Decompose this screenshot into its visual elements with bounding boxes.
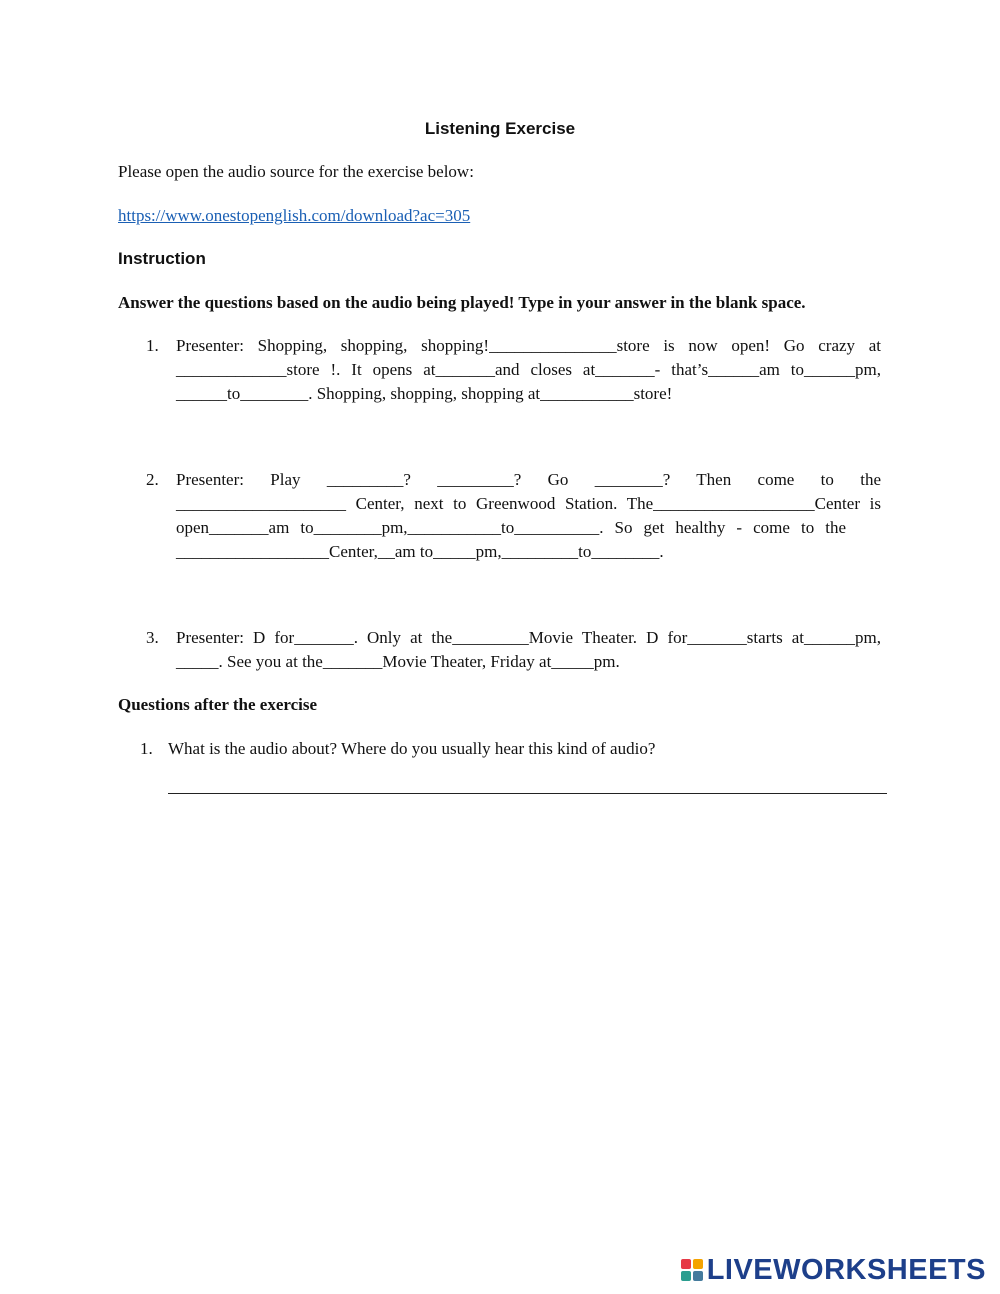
instruction-heading: Instruction [118, 249, 206, 268]
instruction-text: Answer the questions based on the audio being played! Type in your answer in the blank space. [118, 293, 806, 312]
questions-heading: Questions after the exercise [118, 695, 318, 714]
exercise-line: Presenter: Play _________? _________? Go ________? Then come to the [176, 470, 881, 489]
exercise-line: ______to________. Shopping, shopping, shopping at___________store! [176, 384, 673, 403]
exercise-line: Presenter: Shopping, shopping, shopping!_______________store is now open! Go crazy at [176, 336, 881, 355]
exercise-line: Presenter: D for_______. Only at the_________Movie Theater. D for_______starts at______pm, [176, 628, 881, 647]
question-text: What is the audio about? Where do you usually hear this kind of audio? [168, 739, 656, 758]
answer-line[interactable] [168, 793, 887, 794]
question-number: 1. [140, 739, 153, 758]
exercise-number: 1. [146, 336, 159, 355]
logo-mark-icon [681, 1259, 703, 1281]
page-title: Listening Exercise [424, 119, 576, 138]
intro-text: Please open the audio source for the exercise below: [118, 162, 474, 181]
exercise-line: open_______am to________pm,___________to__________. So get healthy - come to the [176, 518, 846, 537]
liveworksheets-logo [681, 1254, 986, 1286]
exercise-number: 3. [146, 628, 159, 647]
logo-text: LIVEWORKSHEETS [706, 1253, 986, 1286]
audio-link[interactable]: https://www.onestopenglish.com/download?ac=305 [118, 206, 471, 225]
exercise-line: _____________store !. It opens at_______and closes at_______- that’s______am to______pm, [176, 360, 881, 379]
exercise-line: ____________________ Center, next to Greenwood Station. The___________________Center is [176, 494, 881, 513]
exercise-number: 2. [146, 470, 159, 489]
exercise-line: __________________Center,__am to_____pm,_________to________. [176, 542, 664, 561]
exercise-line: _____. See you at the_______Movie Theater, Friday at_____pm. [176, 652, 620, 671]
